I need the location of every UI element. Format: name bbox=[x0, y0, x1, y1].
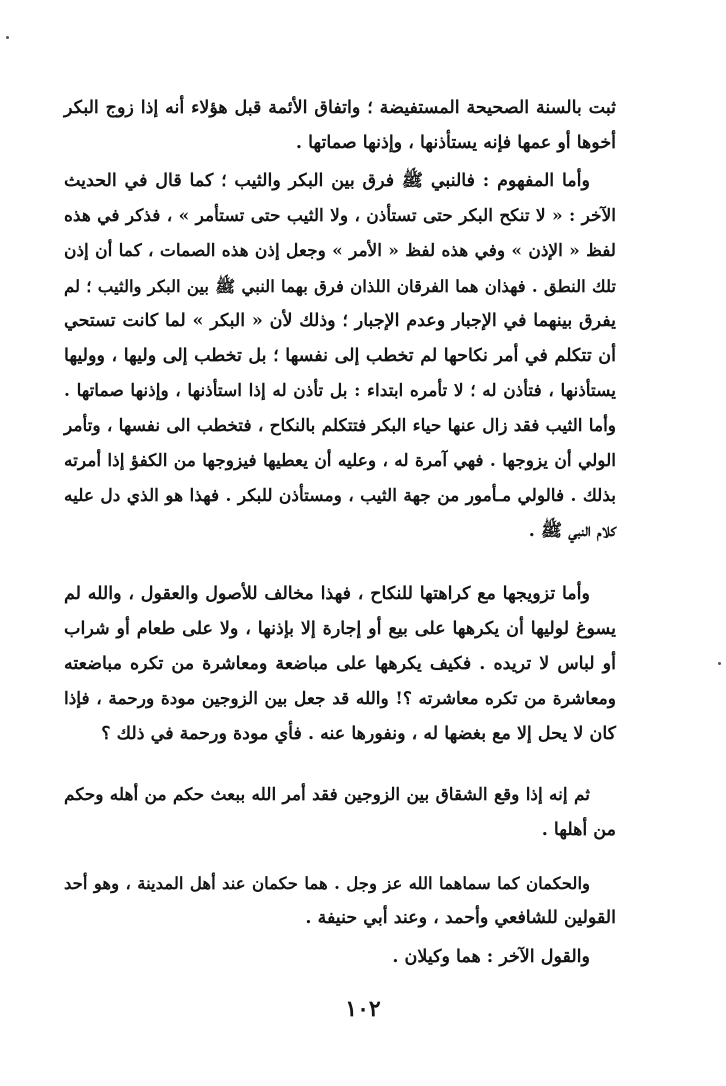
text-line: يسوغ لوليها أن يكرهها على بيع أو إجارة إلا بإذنها ، ولا على طعام أو شراب bbox=[64, 619, 616, 639]
text-line: ومعاشرة من تكره معاشرته ؟! والله قد جعل بين الزوجين مودة ورحمة ، فإذا bbox=[64, 689, 616, 709]
paragraph-4 bbox=[64, 778, 616, 848]
scan-speck bbox=[718, 662, 721, 665]
text-line: وأما تزويجها مع كراهتها للنكاح ، فهذا مخالف للأصول والعقول ، والله لم bbox=[64, 584, 590, 604]
text-line: الولي أن يزوجها . فهي آمرة له ، وعليه أن يعطيها فيزوجها من الكفؤ إذا أمرته bbox=[64, 451, 616, 471]
text-line: من أهلها . bbox=[541, 820, 616, 840]
text-line: والحكمان كما سماهما الله عز وجل . هما حكمان عند أهل المدينة ، وهو أحد bbox=[64, 874, 590, 893]
page-number: ١٠٢ bbox=[345, 996, 381, 1022]
text-line: كان لا يحل إلا مع بغضها له ، ونفورها عنه . فأي مودة ورحمة في ذلك ؟ bbox=[101, 724, 616, 744]
text-line: أن تتكلم في أمر نكاحها لم تخطب إلى نفسها ؛ بل تخطب إلى وليها ، ووليها bbox=[64, 346, 616, 366]
text-line: ثم إنه إذا وقع الشقاق بين الزوجين فقد أمر الله ببعث حكم من أهله وحكم bbox=[64, 785, 590, 805]
text-line: لفظ « الإذن » وفي هذه لفظ « الأمر » وجعل إذن هذه الصمات ، كما أن إذن bbox=[64, 241, 616, 261]
text-line: وأما الثيب فقد زال عنها حياء البكر فتتكلم بالنكاح ، فتخطب الى نفسها ، وتأمر bbox=[64, 416, 616, 436]
text-line: يستأذنها ، فتأذن له ؛ لا تأمره ابتداء : بل تأذن له إذا استأذنها ، وإذنها صماتها . bbox=[64, 381, 616, 401]
text-line: أخوها أو عمها فإنه يستأذنها ، وإذنها صماتها . bbox=[295, 133, 616, 153]
text-line: الآخر : « لا تنكح البكر حتى تستأذن ، ولا الثيب حتى تستأمر » ، فذكر في هذه bbox=[64, 206, 616, 226]
paragraph-5 bbox=[64, 866, 616, 936]
text-line: تلك النطق . فهذان هما الفرقان اللذان فرق بهما النبي ﷺ بين البكر والثيب ؛ لم bbox=[64, 277, 616, 296]
paragraph-3 bbox=[64, 577, 616, 752]
text-line: كلام النبي ﷺ . bbox=[528, 521, 616, 541]
paragraph-6 bbox=[64, 940, 616, 975]
text-line: يفرق بينهما في الإجبار وعدم الإجبار ؛ وذلك لأن « البكر » لما كانت تستحي bbox=[64, 311, 616, 331]
paragraph-2 bbox=[64, 164, 616, 549]
scan-speck bbox=[6, 36, 9, 39]
text-line: ثبت بالسنة الصحيحة المستفيضة ؛ واتفاق الأئمة قبل هؤلاء أنه إذا زوج البكر bbox=[64, 98, 616, 118]
text-line: أو لباس لا تريده . فكيف يكرهها على مباضعة ومعاشرة من تكره مباضعته bbox=[64, 654, 616, 674]
paragraph-1 bbox=[64, 91, 616, 161]
text-line: بذلك . فالولي مـأمور من جهة الثيب ، ومستأذن للبكر . فهذا هو الذي دل عليه bbox=[64, 486, 616, 506]
text-line: وأما المفهوم : فالنبي ﷺ فرق بين البكر والثيب ؛ كما قال في الحديث bbox=[64, 171, 590, 191]
text-line: القولين للشافعي وأحمد ، وعند أبي حنيفة . bbox=[305, 908, 616, 928]
text-line: والقول الآخر : هما وكيلان . bbox=[392, 947, 590, 967]
